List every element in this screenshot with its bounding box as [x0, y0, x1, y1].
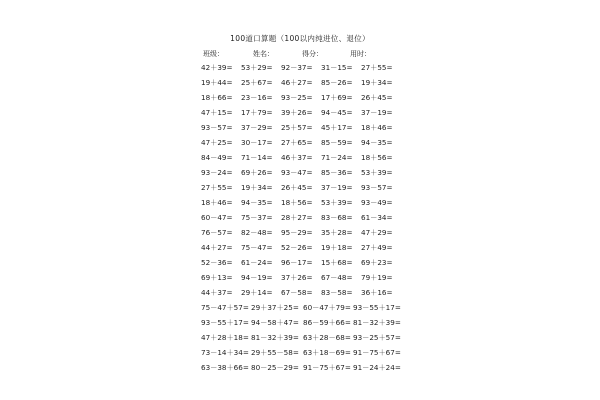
problem-row: [201, 257, 441, 268]
problem-row: [201, 182, 441, 193]
problem: 29＋37＋25=: [251, 303, 299, 312]
problem: 63－38＋66=: [201, 363, 249, 372]
problem-row: [201, 242, 441, 253]
problem: 81－32＋39=: [251, 333, 299, 342]
problem-row: [201, 62, 441, 73]
problem: 37－19=: [321, 183, 353, 192]
problem: 47＋28＋18=: [201, 333, 249, 342]
problem: 84－49=: [201, 153, 233, 162]
problem: 18＋56=: [361, 153, 393, 162]
problem: 93－25=: [281, 93, 313, 102]
problem: 81－32＋39=: [353, 318, 401, 327]
problem: 91－75＋67=: [353, 348, 401, 357]
problem: 37－29=: [241, 123, 273, 132]
problem-row: [201, 212, 441, 223]
problem: 44＋37=: [201, 288, 233, 297]
problem: 37＋26=: [281, 273, 313, 282]
problem: 30－17=: [241, 138, 273, 147]
problem: 93－57=: [201, 123, 233, 132]
problem-row: [201, 92, 441, 103]
problem: 86－59＋66=: [303, 318, 351, 327]
problem: 63＋28－68=: [303, 333, 351, 342]
problem: 15＋68=: [321, 258, 353, 267]
problem-row: [201, 227, 441, 238]
problem: 25＋67=: [241, 78, 273, 87]
problem: 93－47=: [281, 168, 313, 177]
problem: 75－47=: [241, 243, 273, 252]
problem: 39＋26=: [281, 108, 313, 117]
problem: 82－48=: [241, 228, 273, 237]
problem: 53＋39=: [361, 168, 393, 177]
problem-row: [201, 197, 441, 208]
problem: 79＋19=: [361, 273, 393, 282]
problem: 47＋25=: [201, 138, 233, 147]
problem-row: [201, 137, 441, 148]
problem-row: [201, 272, 441, 283]
name-label: 姓名：: [253, 50, 274, 58]
problem: 93－55＋17=: [201, 318, 249, 327]
problem: 18＋66=: [201, 93, 233, 102]
problem-row: [201, 107, 441, 118]
problem: 47＋29=: [361, 228, 393, 237]
problem: 67－58=: [281, 288, 313, 297]
problem: 25＋57=: [281, 123, 313, 132]
problem: 37－19=: [361, 108, 393, 117]
problem: 93－57=: [361, 183, 393, 192]
problem: 85－26=: [321, 78, 353, 87]
problem: 61－34=: [361, 213, 393, 222]
problem: 18＋46=: [201, 198, 233, 207]
problem: 42＋39=: [201, 63, 233, 72]
problem: 71－24=: [321, 153, 353, 162]
problem: 27＋55=: [201, 183, 233, 192]
problem-row: [201, 287, 441, 298]
problem: 28＋27=: [281, 213, 313, 222]
problem: 52－36=: [201, 258, 233, 267]
problem: 17＋69=: [321, 93, 353, 102]
problem: 36＋16=: [361, 288, 393, 297]
problem: 75－37=: [241, 213, 273, 222]
problem: 26＋45=: [361, 93, 393, 102]
worksheet-title: 100道口算题（100以内纯进位、退位）: [230, 34, 370, 43]
problem: 19＋18=: [321, 243, 353, 252]
problem: 71－14=: [241, 153, 273, 162]
problem: 18＋56=: [281, 198, 313, 207]
problem: 47＋15=: [201, 108, 233, 117]
problem: 92－37=: [281, 63, 313, 72]
problem-grid: [201, 62, 441, 372]
problem: 76－57=: [201, 228, 233, 237]
problem: 91－24＋24=: [353, 363, 401, 372]
problem: 60－47＋79=: [303, 303, 351, 312]
time-label: 用时：: [350, 50, 371, 58]
problem-row: [201, 317, 441, 328]
problem: 93－55＋17=: [353, 303, 401, 312]
problem: 17＋79=: [241, 108, 273, 117]
problem: 69＋13=: [201, 273, 233, 282]
problem-row: [201, 362, 441, 373]
problem: 93－24=: [201, 168, 233, 177]
problem: 83－58=: [321, 288, 353, 297]
problem: 31－15=: [321, 63, 353, 72]
problem: 95－29=: [281, 228, 313, 237]
problem: 18＋46=: [361, 123, 393, 132]
problem: 60－47=: [201, 213, 233, 222]
problem: 35＋28=: [321, 228, 353, 237]
problem: 83－68=: [321, 213, 353, 222]
problem: 27＋55=: [361, 63, 393, 72]
problem: 29＋14=: [241, 288, 273, 297]
problem-row: [201, 77, 441, 88]
problem: 27＋65=: [281, 138, 313, 147]
problem: 94－35=: [361, 138, 393, 147]
problem-row: [201, 167, 441, 178]
problem-row: [201, 347, 441, 358]
problem: 96－17=: [281, 258, 313, 267]
problem: 75－47＋57=: [201, 303, 249, 312]
problem: 53＋39=: [321, 198, 353, 207]
problem: 94－45=: [321, 108, 353, 117]
problem-row: [201, 122, 441, 133]
problem-row: [201, 152, 441, 163]
problem: 80－25－29=: [251, 363, 299, 372]
problem: 91－75＋67=: [303, 363, 351, 372]
problem: 69＋23=: [361, 258, 393, 267]
problem: 44＋27=: [201, 243, 233, 252]
problem: 69＋26=: [241, 168, 273, 177]
problem: 93－25＋57=: [353, 333, 401, 342]
problem: 27＋49=: [361, 243, 393, 252]
problem: 85－59=: [321, 138, 353, 147]
problem: 73－14＋34=: [201, 348, 249, 357]
class-label: 班级：: [203, 50, 224, 58]
problem: 61－24=: [241, 258, 273, 267]
problem-row: [201, 302, 441, 313]
problem: 53＋29=: [241, 63, 273, 72]
problem: 19＋44=: [201, 78, 233, 87]
problem: 94－58＋47=: [251, 318, 299, 327]
problem: 23－16=: [241, 93, 273, 102]
problem: 63＋18－69=: [303, 348, 351, 357]
problem: 46＋37=: [281, 153, 313, 162]
problem: 94－19=: [241, 273, 273, 282]
problem: 93－49=: [361, 198, 393, 207]
problem: 85－36=: [321, 168, 353, 177]
problem: 26＋45=: [281, 183, 313, 192]
problem: 45＋17=: [321, 123, 353, 132]
problem-row: [201, 332, 441, 343]
problem: 29＋55－58=: [251, 348, 299, 357]
score-label: 得分：: [302, 50, 323, 58]
problem: 52－26=: [281, 243, 313, 252]
problem: 46＋27=: [281, 78, 313, 87]
problem: 94－35=: [241, 198, 273, 207]
problem: 67－48=: [321, 273, 353, 282]
problem: 19＋34=: [241, 183, 273, 192]
problem: 19＋34=: [361, 78, 393, 87]
